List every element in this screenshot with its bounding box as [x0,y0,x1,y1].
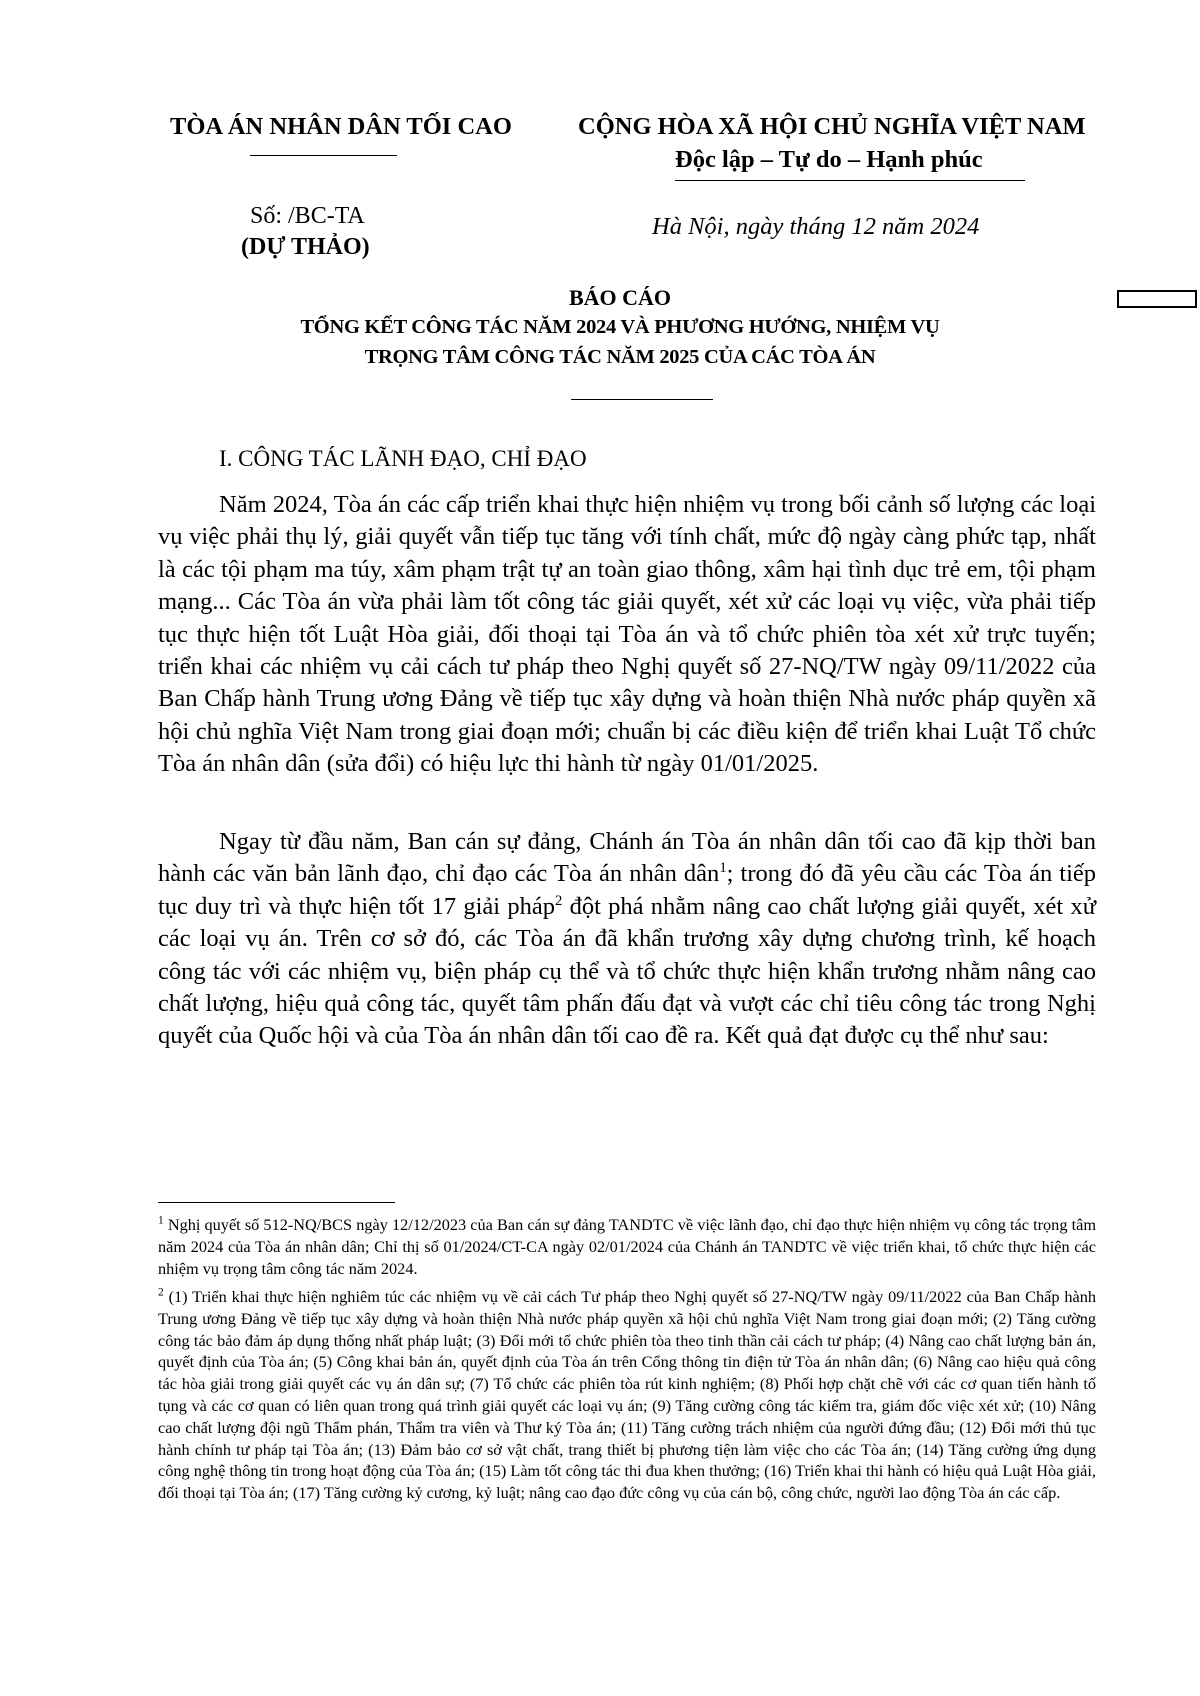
report-subtitle-line1: TỔNG KẾT CÔNG TÁC NĂM 2024 VÀ PHƯƠNG HƯỚNG, NHIỆM VỤ [300,316,940,338]
footnote-text-2: (1) Triển khai thực hiện nghiêm túc các nhiệm vụ về cải cách Tư pháp theo Nghị quyết số 27-NQ/TW ngày 09/11/2022 của Ban Chấp hành Trung ương Đảng về tiếp tục xây dựng và hoàn thiện Nhà nước pháp quyền xã hội chủ nghĩa Việt Nam trong giai đoạn mới; (2) Tăng cường công tác bảo đảm áp dụng thống nhất pháp luật; (3) Đổi mới tổ chức phiên tòa theo tinh thần cải cách tư pháp; (4) Nâng cao chất lượng bản án, quyết định của Tòa án; (5) Công khai bản án, quyết định của Tòa án trên Cổng thông tin điện tử Tòa án nhân dân; (6) Nâng cao hiệu quả công tác hòa giải trong giải quyết các vụ án dân sự; (7) Tổ chức các phiên tòa rút kinh nghiệm; (8) Phối hợp chặt chẽ với các cơ quan tiến hành tố tụng và các cơ quan có liên quan trong quá trình giải quyết các loại vụ án; (9) Tăng cường công tác kiểm tra, giám đốc việc xét xử; (10) Nâng cao chất lượng đội ngũ Thẩm phán, Thẩm tra viên và Thư ký Tòa án; (11) Tăng cường trách nhiệm của người đứng đầu; (12) Đổi mới thủ tục hành chính tư pháp tại Tòa án; (13) Đảm bảo cơ sở vật chất, trang thiết bị phương tiện làm việc cho các Tòa án; (14) Tăng cường ứng dụng công nghệ thông tin trong hoạt động của Tòa án; (15) Làm tốt công tác thi đua khen thưởng; (16) Triển khai thi hành có hiệu quả Luật Hòa giải, đối thoại tại Tòa án; (17) Tăng cường kỷ cương, kỷ luật; nâng cao đạo đức công vụ của cán bộ, công chức, người lao động Tòa án các cấp. [158,1287,1096,1503]
document-number: Số: /BC-TA [250,203,365,229]
paragraph2-part-c: đột phá nhằm nâng cao chất lượng giải quyết, xét xử các loại vụ án. Trên cơ sở đó, các Tòa án đã khẩn trương xây dựng chương trình, kế hoạch công tác với các nhiệm vụ, biện pháp cụ thể và tổ chức thực hiện khẩn trương nhằm nâng cao chất lượng, hiệu quả công tác, quyết tâm phấn đấu đạt và vượt các chỉ tiêu công tác trong Nghị quyết của Quốc hội và của Tòa án nhân dân tối cao đề ra. Kết quả đạt được cụ thể như sau: [158,892,1096,1050]
report-subtitle-line2: TRỌNG TÂM CÔNG TÁC NĂM 2025 CỦA CÁC TÒA ÁN [364,346,876,368]
footnote-ref-2: 2 [555,892,563,909]
motto-underline [675,180,1025,181]
title-underline [571,399,713,400]
footnote-marker-2: 2 [158,1286,164,1299]
footnote-text-1: Nghị quyết số 512-NQ/BCS ngày 12/12/2023 của Ban cán sự đảng TANDTC về việc lãnh đạo, chỉ đạo thực hiện nhiệm vụ công tác trọng tâm năm 2024 của Tòa án nhân dân; Chỉ thị số 01/2024/CT-CA ngày 02/01/2024 của Chánh án TANDTC về việc triển khai, tổ chức thực hiện các nhiệm vụ trọng tâm công tác năm 2024. [158,1215,1096,1278]
footnote-marker-1: 1 [158,1214,164,1227]
issuing-organization: TÒA ÁN NHÂN DÂN TỐI CAO [170,113,512,140]
footnote-ref-1: 1 [719,860,727,877]
draft-label: (DỰ THẢO) [241,234,370,260]
national-motto: Độc lập – Tự do – Hạnh phúc [675,146,983,173]
paragraph2-part-b: ; trong đó đã yêu cầu các Tòa án tiếp tục duy trì và thực hiện tốt 17 giải pháp [158,860,1097,920]
paragraph2-part-a: Ngay từ đầu năm, Ban cán sự đảng, Chánh án Tòa án nhân dân tối cao đã kịp thời ban hành các văn bản lãnh đạo, chỉ đạo các Tòa án nhân dân [158,828,1096,888]
national-title: CỘNG HÒA XÃ HỘI CHỦ NGHĨA VIỆT NAM [578,113,1086,140]
body-paragraph-2 [158,826,1096,1053]
margin-box [1117,290,1197,308]
body-paragraph-1: Năm 2024, Tòa án các cấp triển khai thực hiện nhiệm vụ trong bối cảnh số lượng các loại vụ việc phải thụ lý, giải quyết vẫn tiếp tục tăng với tính chất, mức độ ngày càng phức tạp, nhất là các tội phạm ma túy, xâm phạm trật tự an toàn giao thông, xâm hại tình dục trẻ em, tội phạm mạng... Các Tòa án vừa phải làm tốt công tác giải quyết, xét xử các loại vụ việc, vừa phải tiếp tục thực hiện tốt Luật Hòa giải, đối thoại tại Tòa án và tổ chức phiên tòa xét xử trực tuyến; triển khai các nhiệm vụ cải cách tư pháp theo Nghị quyết số 27-NQ/TW ngày 09/11/2022 của Ban Chấp hành Trung ương Đảng về tiếp tục xây dựng và hoàn thiện Nhà nước pháp quyền xã hội chủ nghĩa Việt Nam trong giai đoạn mới; chuẩn bị các điều kiện để triển khai Luật Tổ chức Tòa án nhân dân (sửa đổi) có hiệu lực thi hành từ ngày 01/01/2025. [158,491,1096,778]
organization-underline [250,155,397,156]
place-and-date: Hà Nội, ngày tháng 12 năm 2024 [652,213,980,240]
section-heading: I. CÔNG TÁC LÃNH ĐẠO, CHỈ ĐẠO [219,446,587,471]
footnote-separator [158,1202,395,1203]
footnote-2 [158,1286,1096,1504]
report-title: BÁO CÁO [568,285,672,310]
footnote-1 [158,1214,1096,1279]
